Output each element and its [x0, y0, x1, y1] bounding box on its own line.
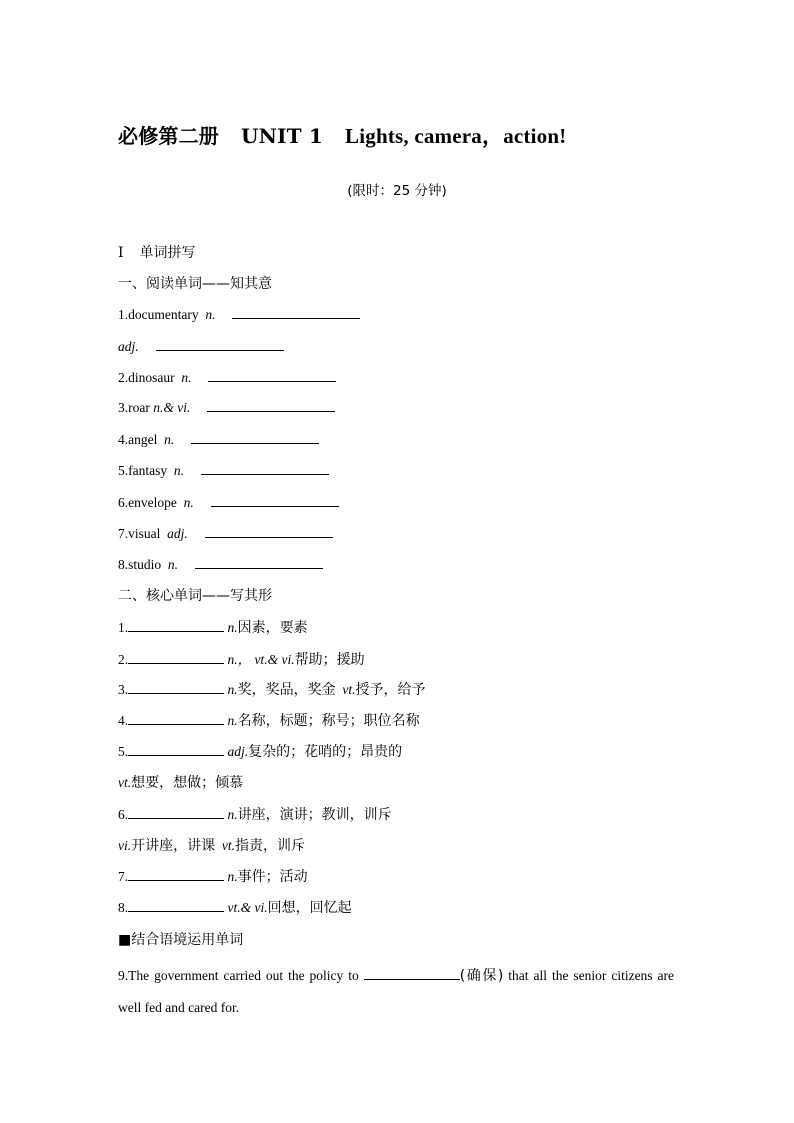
- meaning: 讲座，演讲；教训，训斥: [237, 807, 392, 823]
- part-of-speech: n.: [164, 432, 175, 447]
- part-of-speech: vi.: [118, 838, 132, 853]
- section-heading: [118, 242, 196, 262]
- read-word-item: 2.dinosaur n.: [118, 368, 336, 386]
- part-of-speech: n.: [167, 557, 179, 572]
- part-of-speech: adj.: [118, 339, 139, 354]
- part-of-speech: n.: [227, 620, 238, 635]
- question-9: [118, 960, 674, 1023]
- part-of-speech: adj.: [167, 526, 188, 541]
- meaning: 因素，要素: [237, 620, 308, 636]
- read-word: visual: [128, 526, 161, 541]
- answer-blank[interactable]: [128, 805, 224, 819]
- answer-blank[interactable]: [128, 618, 224, 632]
- meaning: 复杂的；花哨的；昂贵的: [248, 744, 403, 760]
- core-word-item: 8. vt.& vi.回想，回忆起: [118, 900, 352, 916]
- answer-blank[interactable]: [195, 555, 323, 569]
- read-word-item: 8.studio n.: [118, 555, 323, 573]
- core-word-item: 3. n.奖，奖品，奖金 vt.授予，给予: [118, 682, 426, 698]
- question-text: The government carried out the policy to: [128, 968, 364, 983]
- part-of-speech: n.: [227, 682, 238, 697]
- meaning: 授予，给予: [355, 682, 426, 698]
- meaning: 奖，奖品，奖金: [237, 682, 336, 698]
- meaning: 帮助；援助: [294, 652, 365, 668]
- read-word-item: 3.roar n.& vi.: [118, 398, 335, 416]
- read-word: roar: [128, 400, 150, 415]
- part3-heading: ■结合语境运用单词: [118, 932, 244, 948]
- read-word-item: 6.envelope n.: [118, 493, 339, 511]
- meaning: 事件；活动: [237, 869, 308, 885]
- core-word-item: 1. n.因素，要素: [118, 620, 308, 636]
- answer-blank[interactable]: [201, 461, 329, 475]
- section-label: 单词拼写: [139, 245, 196, 261]
- answer-blank[interactable]: [128, 711, 224, 725]
- meaning: 回想，回忆起: [267, 900, 352, 916]
- answer-blank[interactable]: [364, 966, 460, 980]
- answer-blank[interactable]: [211, 493, 339, 507]
- part-of-speech: n.， vt.& vi.: [227, 652, 295, 667]
- core-word-item: 2. n.， vt.& vi.帮助；援助: [118, 652, 365, 668]
- answer-blank[interactable]: [191, 430, 319, 444]
- part-of-speech: vt.: [342, 682, 356, 697]
- answer-blank[interactable]: [128, 867, 224, 881]
- part-of-speech: vt.& vi.: [227, 900, 268, 915]
- core-word-item: [118, 835, 305, 855]
- part-of-speech: vt.: [221, 838, 235, 853]
- time-limit: (限时：25 分钟): [347, 183, 447, 199]
- core-word-item: 7. n.事件；活动: [118, 869, 308, 885]
- answer-blank[interactable]: [128, 898, 224, 912]
- part-of-speech: n.: [227, 713, 238, 728]
- read-word: documentary: [128, 307, 199, 322]
- read-word-item: 5.fantasy n.: [118, 461, 329, 479]
- core-word-item: 4. n.名称，标题；称号；职位名称: [118, 713, 420, 729]
- answer-blank[interactable]: [232, 305, 360, 319]
- question-number: 9.: [118, 968, 129, 983]
- answer-blank[interactable]: [128, 742, 224, 756]
- read-word-item: 1.documentary n.: [118, 305, 360, 323]
- part-of-speech: n.: [205, 307, 216, 322]
- question-hint: (确保): [459, 968, 504, 984]
- part-of-speech: adj.: [227, 744, 249, 759]
- answer-blank[interactable]: [128, 650, 224, 664]
- read-word: dinosaur: [128, 370, 175, 385]
- answer-blank[interactable]: [156, 337, 284, 351]
- read-word-item: 4.angel n.: [118, 430, 319, 448]
- title-book: 必修第二册: [118, 124, 219, 148]
- answer-blank[interactable]: [207, 398, 335, 412]
- part-of-speech: n.: [183, 495, 194, 510]
- meaning: 开讲座，讲课: [131, 838, 216, 854]
- read-word: angel: [128, 432, 158, 447]
- meaning: 想要，想做；倾慕: [131, 775, 244, 791]
- section-numeral: Ⅰ: [118, 245, 124, 261]
- answer-blank[interactable]: [205, 524, 333, 538]
- read-word: fantasy: [128, 463, 168, 478]
- page-title: [118, 120, 566, 150]
- title-unit-name: Lights, camera，action!: [345, 124, 567, 148]
- answer-blank[interactable]: [128, 680, 224, 694]
- part1-heading: 一、阅读单词——知其意: [118, 276, 272, 292]
- part-of-speech: vt.: [118, 775, 132, 790]
- meaning: 名称，标题；称号；职位名称: [237, 713, 420, 729]
- part-of-speech: n.: [173, 463, 184, 478]
- core-word-item: 5. adj.复杂的；花哨的；昂贵的: [118, 744, 403, 760]
- question-text: that all the senior citizens are well fed and cared for.: [118, 968, 674, 1015]
- part-of-speech: n.: [227, 869, 238, 884]
- part-of-speech: n.& vi.: [153, 400, 191, 415]
- part-of-speech: n.: [227, 807, 238, 822]
- title-unit: UNIT 1: [241, 124, 324, 148]
- read-word: studio: [128, 557, 162, 572]
- read-word-item: 7.visual adj.: [118, 524, 333, 542]
- read-word: envelope: [128, 495, 177, 510]
- read-word-item: [118, 337, 284, 355]
- part2-heading: 二、核心单词——写其形: [118, 588, 272, 604]
- part-of-speech: n.: [181, 370, 192, 385]
- answer-blank[interactable]: [208, 368, 336, 382]
- core-word-item: [118, 772, 243, 792]
- meaning: 指责，训斥: [235, 838, 305, 854]
- core-word-item: 6. n.讲座，演讲；教训，训斥: [118, 807, 392, 823]
